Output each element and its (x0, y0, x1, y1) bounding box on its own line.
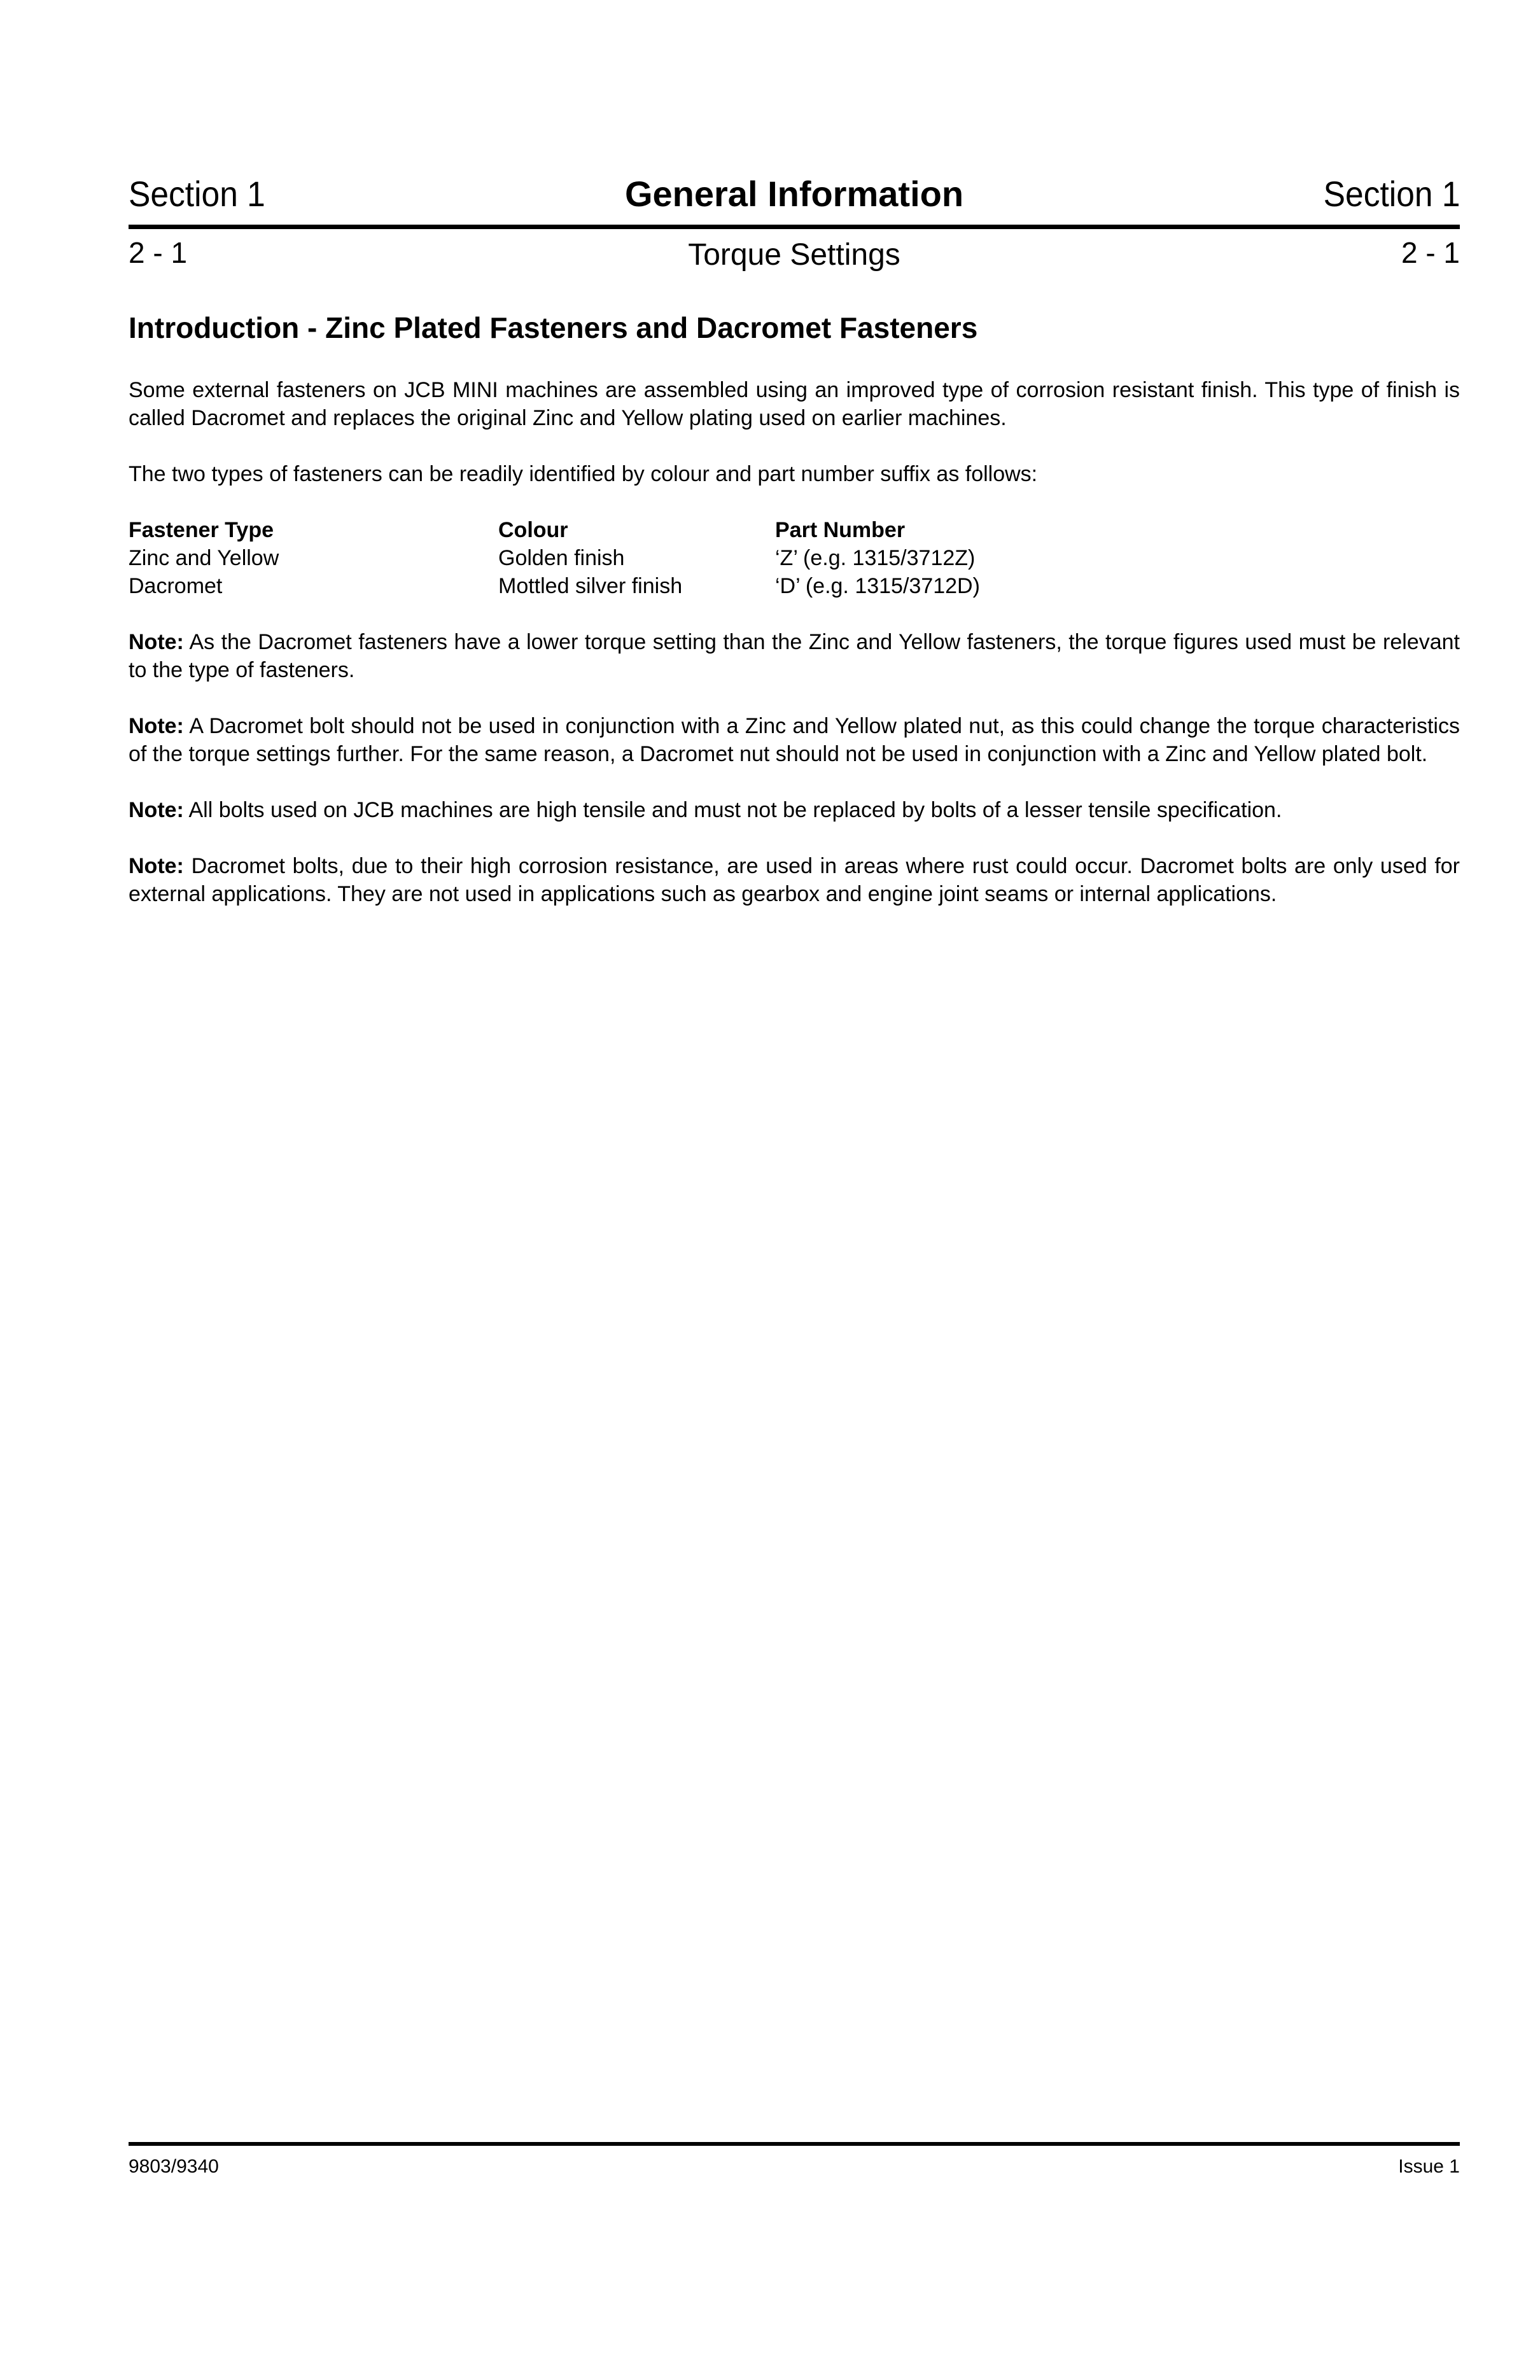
page-subheader (129, 235, 1460, 270)
note-text: As the Dacromet fasteners have a lower torque setting than the Zinc and Yellow fasteners, the torque figures used must be relevant to the type of fasteners. (129, 630, 1460, 682)
table-row (129, 544, 1157, 572)
intro-paragraph: Some external fasteners on JCB MINI machines are assembled using an improved type of corrosion resistant finish. This type of finish is called Dacromet and replaces the original Zinc and Yellow plating used on earlier machines. (129, 378, 1460, 430)
table-header-row (129, 516, 1157, 544)
fastener-table (129, 516, 1157, 600)
note-text: All bolts used on JCB machines are high tensile and must not be replaced by bolts of a lesser tensile specification. (183, 798, 1282, 822)
identification-paragraph: The two types of fasteners can be readily identified by colour and part number suffix as follows: (129, 462, 1038, 486)
note-label: Note: (129, 630, 184, 654)
note-paragraph (129, 628, 1460, 684)
note-text: A Dacromet bolt should not be used in conjunction with a Zinc and Yellow plated nut, as this could change the torque characteristics of the torque settings further. For the same reason, a Dacromet nut should not be used in conjunction with a Zinc and Yellow plated bolt. (129, 714, 1460, 766)
column-header-fastener-type: Fastener Type (129, 518, 274, 542)
note-paragraph (129, 852, 1460, 908)
note-paragraph (129, 796, 1460, 824)
column-header-colour: Colour (498, 518, 568, 542)
chapter-title: General Information (624, 174, 964, 214)
cell-fastener-type: Zinc and Yellow (129, 546, 279, 570)
note-paragraph (129, 712, 1460, 768)
note-text: Dacromet bolts, due to their high corrosion resistance, are used in areas where rust could occur. Dacromet bolts are only used for external applications. They are not used in applications such as gearbox and engine joint seams or internal applications. (129, 854, 1460, 906)
page-subtitle: Torque Settings (688, 238, 900, 272)
section-heading: Introduction - Zinc Plated Fasteners and Dacromet Fasteners (129, 311, 978, 344)
header-rule (129, 225, 1460, 229)
note-label: Note: (129, 714, 184, 738)
page-header (129, 172, 1460, 216)
column-header-part-number: Part Number (775, 518, 906, 542)
page-number-left: 2 - 1 (129, 236, 188, 269)
footer-rule (129, 2142, 1460, 2146)
cell-part-number: ‘Z’ (e.g. 1315/3712Z) (775, 546, 976, 570)
document-number: 9803/9340 (129, 2156, 219, 2177)
cell-colour: Mottled silver finish (498, 574, 683, 598)
issue-label: Issue 1 (1398, 2156, 1460, 2177)
section-label-right: Section 1 (1323, 174, 1460, 214)
note-label: Note: (129, 798, 184, 822)
section-label-left: Section 1 (129, 174, 265, 214)
table-row (129, 572, 1157, 600)
manual-page (129, 0, 1460, 2380)
page-footer (129, 2151, 1460, 2183)
cell-part-number: ‘D’ (e.g. 1315/3712D) (775, 574, 980, 598)
cell-colour: Golden finish (498, 546, 625, 570)
note-label: Note: (129, 854, 184, 878)
cell-fastener-type: Dacromet (129, 574, 223, 598)
page-number-right: 2 - 1 (1401, 236, 1460, 269)
page-content (129, 309, 1460, 936)
